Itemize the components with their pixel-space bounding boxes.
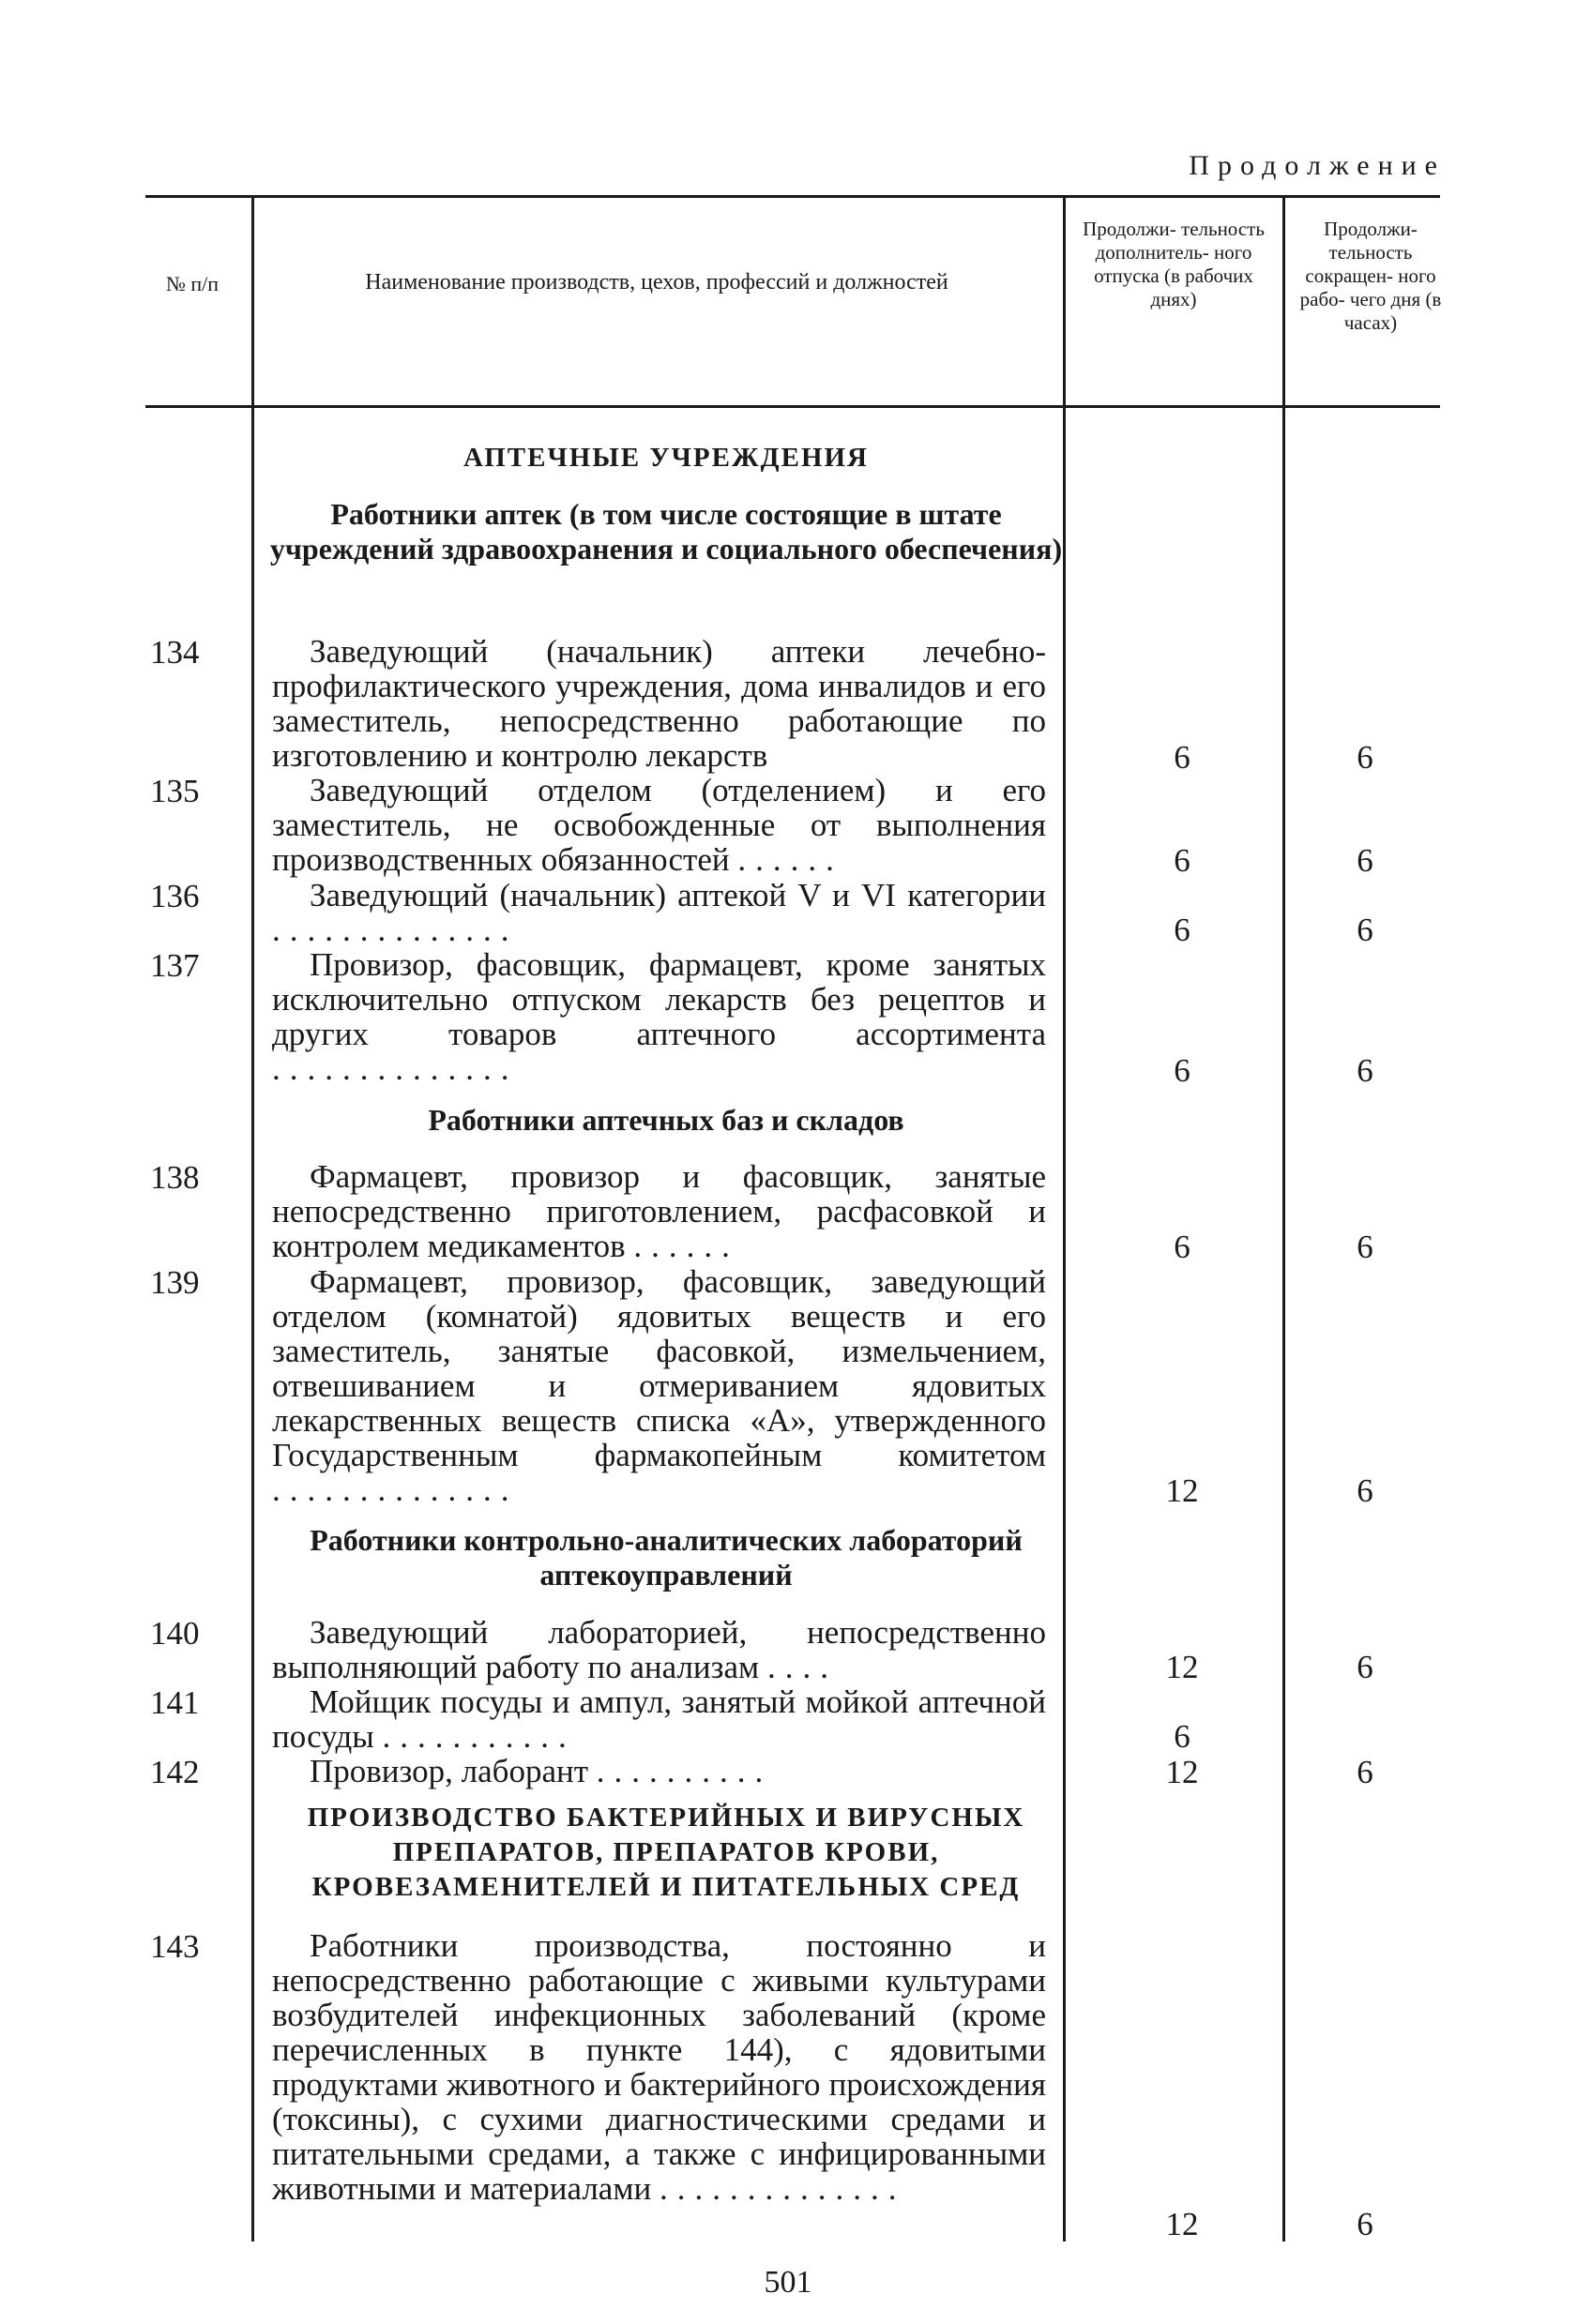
row-number: 136	[150, 878, 200, 914]
row-days: 6	[1174, 1229, 1190, 1265]
row-text: Провизор, фасовщик, фармацевт, кроме занятых исключительно отпуском лекарств без рецептов и других товаров аптечного ассортимента ..............	[272, 946, 1046, 1087]
row-number: 143	[150, 1928, 200, 1965]
row-number: 140	[150, 1615, 200, 1652]
row-number: 142	[150, 1754, 200, 1790]
row-text: Фармацевт, провизор, фасовщик, заведующий отделом (комнатой) ядовитых веществ и его заместитель, занятые фасовкой, измельчением, отвешиванием и отмериванием ядовитых лекарственных веществ списка «А», утвержденного Государственным фармакопейным комитетом ..............	[272, 1263, 1046, 1508]
row-hours: 6	[1357, 842, 1373, 879]
row-hours: 6	[1357, 1649, 1373, 1685]
section-heading: Работники контрольно-аналитических лабораторий аптекоуправлений	[310, 1523, 1023, 1592]
row-days: 12	[1165, 1472, 1199, 1509]
row-number: 134	[150, 634, 200, 671]
row-number: 139	[150, 1264, 200, 1301]
row-hours: 6	[1357, 1052, 1373, 1089]
header-name: Наименование производств, цехов, профессий и должностей	[365, 270, 948, 294]
header-number: № п/п	[165, 272, 220, 295]
row-days: 6	[1174, 739, 1190, 776]
row-number: 138	[150, 1159, 200, 1196]
section-heading: ПРОИЗВОДСТВО БАКТЕРИЙНЫХ И ВИРУСНЫХ ПРЕПАРАТОВ, ПРЕПАРАТОВ КРОВИ, КРОВЕЗАМЕНИТЕЛЕЙ И ПИТАТЕЛЬНЫХ СРЕД	[307, 1803, 1025, 1902]
row-number: 137	[150, 947, 200, 984]
table-top-rule	[145, 195, 1440, 198]
section-heading: Работники аптек (в том числе состоящие в штате учреждений здравоохранения и социального обеспечения)	[269, 497, 1063, 566]
row-text: Заведующий лабораторией, непосредственно выполняющий работу по анализам ....	[272, 1614, 1046, 1685]
row-hours: 6	[1357, 912, 1373, 948]
page-number: 501	[764, 2265, 812, 2300]
row-text: Работники производства, постоянно и непосредственно работающие с живыми культурами возбудителей инфекционных заболеваний (кроме перечисленных в пункте 144), с ядовитыми продуктами животного и бактерийного происхождения (токсины), с сухими диагностическими средами и питательными средами, а также с инфицированными животными и материалами ..............	[272, 1927, 1046, 2207]
row-days: 12	[1165, 1754, 1199, 1790]
row-text: Провизор, лаборант ..........	[310, 1753, 773, 1789]
row-days: 6	[1174, 1718, 1190, 1755]
column-divider-1	[251, 197, 254, 2241]
row-days: 6	[1174, 1052, 1190, 1089]
section-heading: Работники аптечных баз и складов	[428, 1103, 904, 1137]
row-number: 141	[150, 1684, 200, 1721]
row-days: 6	[1174, 912, 1190, 948]
row-text: Мойщик посуды и ампул, занятый мойкой аптечной посуды ...........	[272, 1683, 1046, 1755]
header-bottom-rule	[145, 405, 1440, 408]
row-hours: 6	[1357, 739, 1373, 776]
row-days: 12	[1165, 1649, 1199, 1685]
row-days: 6	[1174, 842, 1190, 879]
header-extra-leave: Продолжи- тельность дополнитель- ного отпуска (в рабочих днях)	[1083, 218, 1265, 310]
continuation-label: Продолжение	[1189, 150, 1446, 181]
row-hours: 6	[1357, 1754, 1373, 1790]
row-text: Фармацевт, провизор и фасовщик, занятые непосредственно приготовлением, расфасовкой и контролем медикаментов ......	[272, 1158, 1046, 1264]
row-text: Заведующий отделом (отделением) и его заместитель, не освобожденные от выполнения производственных обязанностей ......	[272, 772, 1046, 878]
header-reduced-day: Продолжи- тельность сокращен- ного рабо- чего дня (в часах)	[1299, 218, 1442, 334]
row-number: 135	[150, 773, 200, 809]
row-text: Заведующий (начальник) аптеки лечебно-профилактического учреждения, дома инвалидов и его заместитель, непосредственно работающие по изготовлению и контролю лекарств	[272, 633, 1046, 774]
row-hours: 6	[1357, 1229, 1373, 1265]
column-divider-3	[1282, 197, 1285, 2241]
row-text: Заведующий (начальник) аптекой V и VI категории ..............	[272, 877, 1046, 948]
row-hours: 6	[1357, 1472, 1373, 1509]
section-heading: АПТЕЧНЫЕ УЧРЕЖДЕНИЯ	[462, 443, 870, 473]
row-hours: 6	[1357, 2206, 1373, 2242]
row-days: 12	[1165, 2206, 1199, 2242]
